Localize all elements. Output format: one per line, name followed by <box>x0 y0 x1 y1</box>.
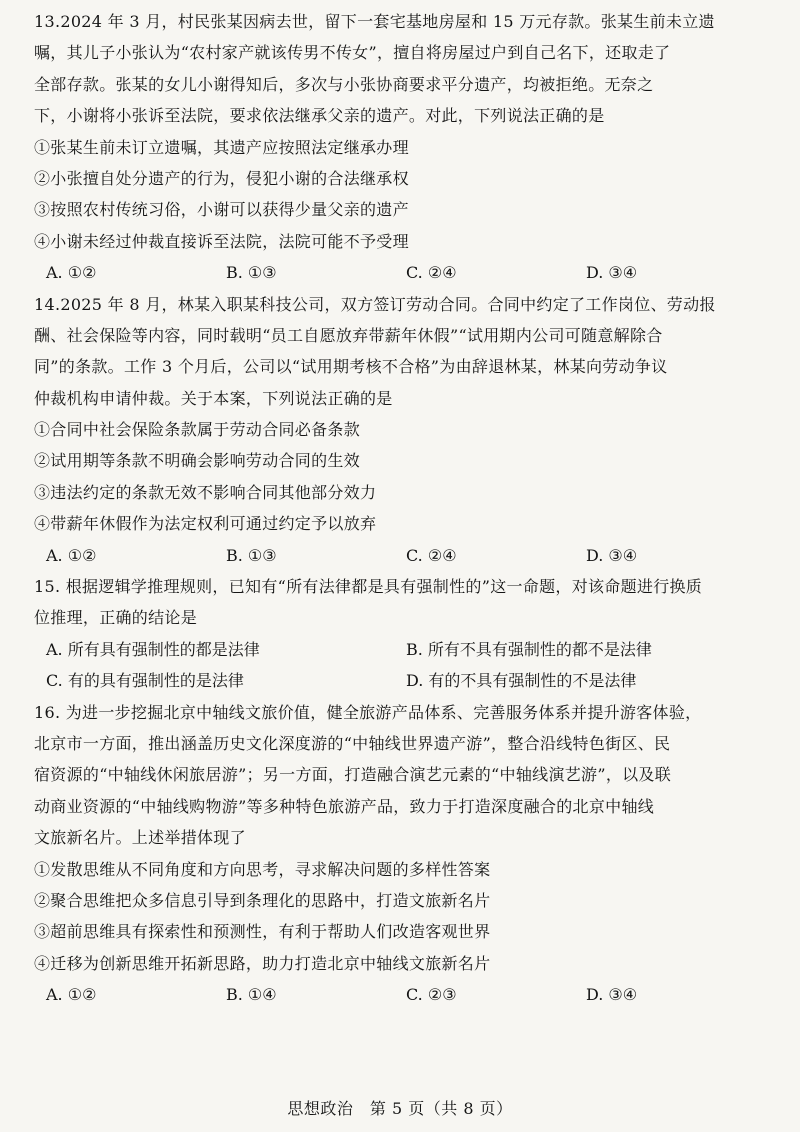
answer-choices-row <box>34 665 766 696</box>
statement-1: ①张某生前未订立遗嘱，其遗产应按照法定继承办理 <box>34 137 409 157</box>
question-13 <box>34 6 766 289</box>
question-stem-line: 14.2025 年 8 月，林某入职某科技公司，双方签订劳动合同。合同中约定了工作岗位、劳动报 <box>34 294 716 314</box>
question-stem-line: 同”的条款。工作 3 个月后，公司以“试用期考核不合格”为由辞退林某，林某向劳动争议 <box>34 357 668 377</box>
statement-4: ④小谢未经过仲裁直接诉至法院，法院可能不予受理 <box>34 231 409 251</box>
answer-choices-row <box>34 634 766 665</box>
question-16 <box>34 697 766 1011</box>
question-stem-line: 文旅新名片。上述举措体现了 <box>34 828 246 848</box>
statement-4: ④迁移为创新思维开拓新思路，助力打造北京中轴线文旅新名片 <box>34 953 491 973</box>
statement-2: ②聚合思维把众多信息引导到条理化的思路中，打造文旅新名片 <box>34 890 491 910</box>
choice-d[interactable]: D. ③④ <box>586 985 638 1005</box>
statement-3: ③按照农村传统习俗，小谢可以获得少量父亲的遗产 <box>34 200 409 220</box>
statement-1: ①合同中社会保险条款属于劳动合同必备条款 <box>34 420 361 440</box>
question-stem-line: 嘱，其儿子小张认为“农村家产就该传男不传女”，擅自将房屋过户到自己名下，还取走了 <box>34 43 671 63</box>
question-stem-line: 下，小谢将小张诉至法院，要求依法继承父亲的遗产。对此，下列说法正确的是 <box>34 106 605 126</box>
statement-2: ②试用期等条款不明确会影响劳动合同的生效 <box>34 451 361 471</box>
question-stem-line: 13.2024 年 3 月，村民张某因病去世，留下一套宅基地房屋和 15 万元存款。张某生前未立遗 <box>34 12 715 31</box>
question-stem-line: 北京市一方面，推出涵盖历史文化深度游的“中轴线世界遗产游”，整合沿线特色街区、民 <box>34 733 671 753</box>
statement-3: ③超前思维具有探索性和预测性，有利于帮助人们改造客观世界 <box>34 922 491 942</box>
question-stem-line: 15. 根据逻辑学推理规则，已知有“所有法律都是具有强制性的”这一命题，对该命题进行换质 <box>34 577 703 597</box>
choice-b[interactable]: B. ①④ <box>226 985 277 1005</box>
choice-c[interactable]: C. ②④ <box>406 263 457 283</box>
question-stem-line: 动商业资源的“中轴线购物游”等多种特色旅游产品，致力于打造深度融合的北京中轴线 <box>34 796 655 816</box>
statement-4: ④带薪年休假作为法定权利可通过约定予以放弃 <box>34 514 377 534</box>
question-stem-line: 宿资源的“中轴线休闲旅居游”；另一方面，打造融合演艺元素的“中轴线演艺游”，以及联 <box>34 765 672 785</box>
statement-2: ②小张擅自处分遗产的行为，侵犯小谢的合法继承权 <box>34 168 409 188</box>
choice-b[interactable]: B. ①③ <box>226 263 277 283</box>
question-14 <box>34 289 766 572</box>
question-stem-line: 全部存款。张某的女儿小谢得知后，多次与小张协商要求平分遗产，均被拒绝。无奈之 <box>34 74 654 94</box>
choice-d[interactable]: D. 有的不具有强制性的不是法律 <box>406 671 637 691</box>
choice-a[interactable]: A. ①② <box>46 985 97 1005</box>
question-stem-line: 16. 为进一步挖掘北京中轴线文旅价值，健全旅游产品体系、完善服务体系并提升游客体验， <box>34 702 702 722</box>
choice-c[interactable]: C. ②③ <box>406 985 457 1005</box>
choice-c[interactable]: C. ②④ <box>406 545 457 565</box>
choice-a[interactable]: A. ①② <box>46 545 97 565</box>
answer-choices <box>34 540 766 571</box>
choice-a[interactable]: A. ①② <box>46 263 97 283</box>
answer-choices <box>34 979 766 1010</box>
choice-d[interactable]: D. ③④ <box>586 263 638 283</box>
choice-a[interactable]: A. 所有具有强制性的都是法律 <box>46 639 260 659</box>
choice-b[interactable]: B. ①③ <box>226 545 277 565</box>
question-stem-line: 酬、社会保险等内容，同时载明“员工自愿放弃带薪年休假”“试用期内公司可随意解除合 <box>34 325 663 345</box>
statement-1: ①发散思维从不同角度和方向思考，寻求解决问题的多样性答案 <box>34 859 491 879</box>
choice-b[interactable]: B. 所有不具有强制性的都不是法律 <box>406 639 652 659</box>
question-stem-line: 仲裁机构申请仲裁。关于本案，下列说法正确的是 <box>34 388 393 408</box>
choice-d[interactable]: D. ③④ <box>586 545 638 565</box>
question-stem-line: 位推理，正确的结论是 <box>34 608 198 628</box>
statement-3: ③违法约定的条款无效不影响合同其他部分效力 <box>34 482 377 502</box>
page-footer: 思想政治 第 5 页（共 8 页） <box>287 1099 513 1118</box>
choice-c[interactable]: C. 有的具有强制性的是法律 <box>46 671 244 691</box>
answer-choices <box>34 257 766 288</box>
question-15 <box>34 571 766 697</box>
